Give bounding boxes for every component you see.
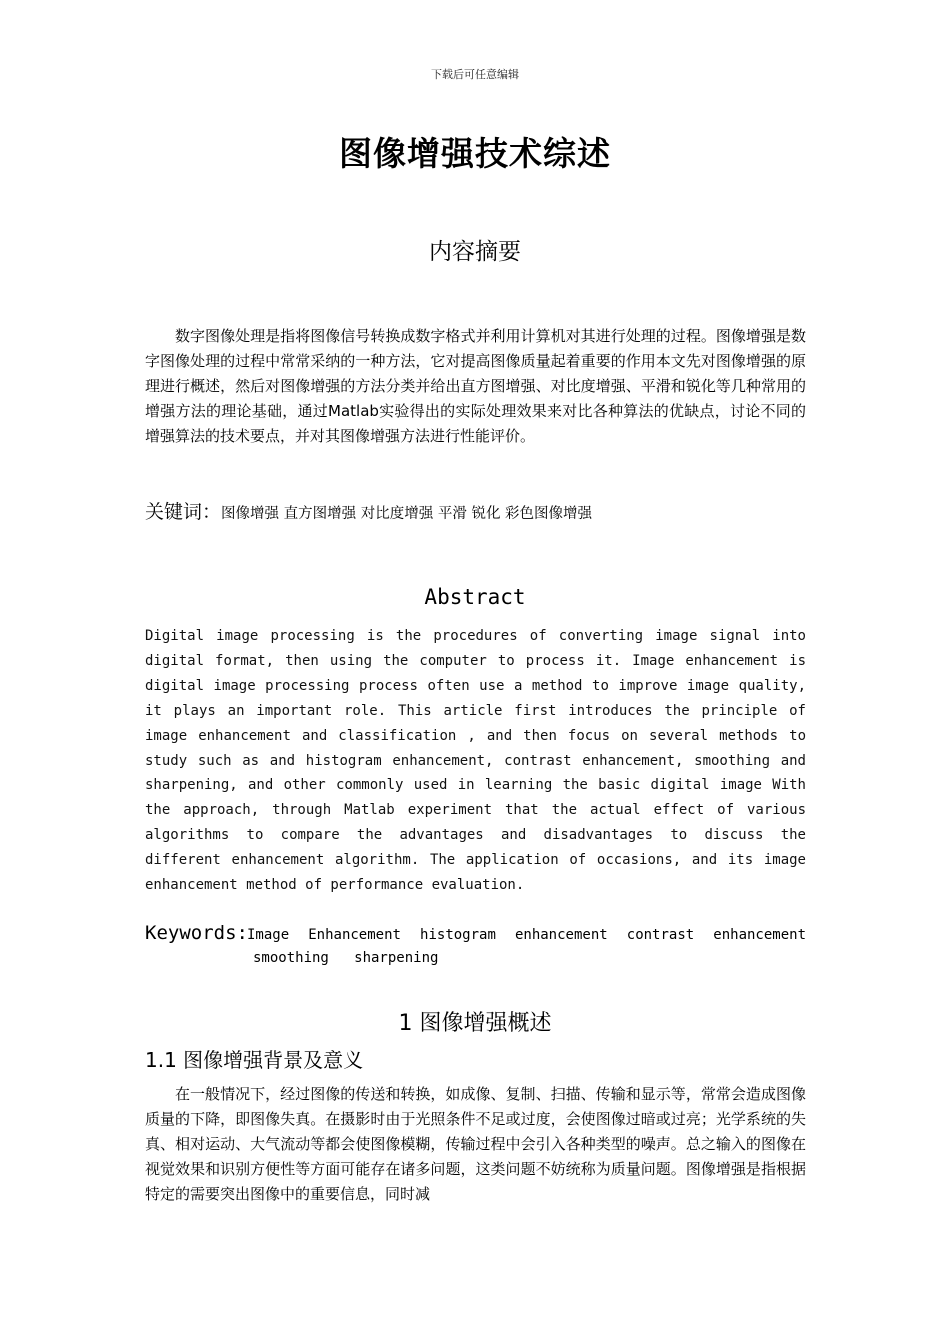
subsection-heading: 1.1 图像增强背景及意义 xyxy=(145,1048,364,1072)
document-title: 图像增强技术综述 xyxy=(339,134,611,173)
keyword-en-item: Enhancement xyxy=(308,927,401,943)
keyword-en-item: histogram xyxy=(420,927,496,943)
section-body: 在一般情况下，经过图像的传送和转换，如成像、复制、扫描、传输和显示等，常常会造成图像质量的下降，即图像失真。在摄影时由于光照条件不足或过度，会使图像过暗或过亮；光学系统的失真、相对运动、大气流动等都会使图像模糊，传输过程中会引入各种类型的噪声。总之输入的图像在视觉效果和识别方便性等方面可能存在诸多问题，这类问题不妨统称为质量问题。图像增强是指根据特定的需要突出图像中的重要信息，同时减 xyxy=(145,1085,806,1203)
abstract-cn-body: 数字图像处理是指将图像信号转换成数字格式并利用计算机对其进行处理的过程。图像增强是数字图像处理的过程中常常采纳的一种方法，它对提高图像质量起着重要的作用本文先对图像增强的原理进行概述，然后对图像增强的方法分类并给出直方图增强、对比度增强、平滑和锐化等几种常用的增强方法的理论基础，通过Matlab实验得出的实际处理效果来对比各种算法的优缺点，讨论不同的增强算法的技术要点，并对其图像增强方法进行性能评价。 xyxy=(145,327,806,445)
header-note: 下载后可任意编辑 xyxy=(431,68,519,81)
keywords-cn-values: 图像增强 直方图增强 对比度增强 平滑 锐化 彩色图像增强 xyxy=(221,506,593,522)
keywords-cn-label: 关键词： xyxy=(145,501,222,523)
abstract-en-body: Digital image processing is the procedures of converting image signal into digital format, then using the computer to process it. Image enhancement is digital image processing process often use a method to improve image quality, it plays an important role. This article first introduces the principle of image enhancement and classification , and then focus on several methods to study such as and histogram enhancement, contrast enhancement, smoothing and sharpening, and other commonly used in learning the basic digital image With the approach, through Matlab experiment that the actual effect of various algorithms to compare the advantages and disadvantages to discuss the different enhancement algorithm. The application of occasions, and its image enhancement method of performance evaluation. xyxy=(145,628,806,894)
keyword-en-item: contrast xyxy=(626,927,695,943)
keywords-en-line2: smoothing sharpening xyxy=(253,950,439,966)
keywords-en-label: Keywords: xyxy=(145,922,248,944)
keyword-en-item: enhancement xyxy=(713,927,806,943)
abstract-cn-heading: 内容摘要 xyxy=(429,239,521,265)
abstract-en-heading: Abstract xyxy=(424,585,526,609)
keywords-en-line1 xyxy=(247,927,806,943)
chapter-heading: 1 图像增强概述 xyxy=(398,1011,552,1036)
keyword-en-item: enhancement xyxy=(514,927,608,943)
keyword-en-item: Image xyxy=(247,927,290,943)
keywords-cn xyxy=(145,497,806,524)
